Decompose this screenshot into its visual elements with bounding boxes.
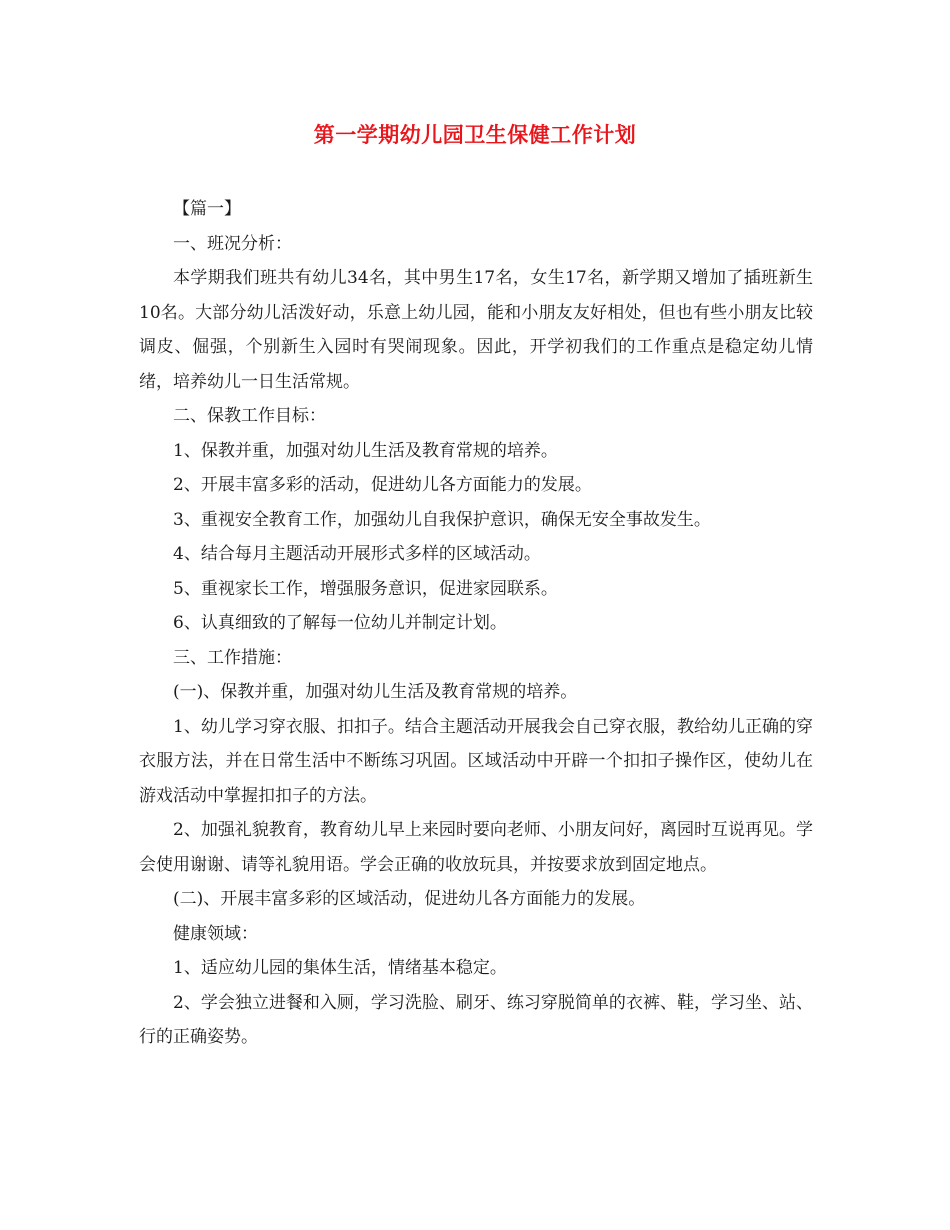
goal-item-6: 6、认真细致的了解每一位幼儿并制定计划。 — [173, 613, 507, 633]
measure-item-2: 2、加强礼貌教育，教育幼儿早上来园时要向老师、小朋友问好，离园时互说再见。学会使用谢谢、请等礼貌用语。学会正确的收放玩具，并按要求放到固定地点。 — [139, 820, 813, 875]
domain-heading-health: 健康领域： — [173, 923, 258, 944]
goal-item-5: 5、重视家长工作，增强服务意识，促进家园联系。 — [173, 578, 558, 599]
health-item-2: 2、学会独立进餐和入厕，学习洗脸、刷牙、练习穿脱简单的衣裤、鞋，学习坐、站、行的正确姿势。 — [139, 992, 813, 1047]
health-item-1: 1、适应幼儿园的集体生活，情绪基本稳定。 — [173, 958, 507, 978]
subsection-heading-1: (一)、保教并重，加强对幼儿生活及教育常规的培养。 — [173, 682, 578, 702]
paragraph-class-analysis: 本学期我们班共有幼儿34名，其中男生17名，女生17名，新学期又增加了插班新生10名。大部分幼儿活泼好动，乐意上幼儿园，能和小朋友友好相处，但也有些小朋友比较调皮、倔强，个别新生入园时有哭闹现象。因此，开学初我们的工作重点是稳定幼儿情绪，培养幼儿一日生活常规。 — [139, 268, 813, 392]
goal-item-2: 2、开展丰富多彩的活动，促进幼儿各方面能力的发展。 — [173, 475, 592, 495]
goal-item-3: 3、重视安全教育工作，加强幼儿自我保护意识，确保无安全事故发生。 — [173, 509, 711, 530]
document-body — [139, 192, 813, 1055]
section-heading-goals: 二、保教工作目标： — [173, 406, 326, 426]
goal-item-4: 4、结合每月主题活动开展形式多样的区域活动。 — [173, 544, 541, 564]
subsection-heading-2: (二)、开展丰富多彩的区域活动，促进幼儿各方面能力的发展。 — [173, 889, 646, 909]
measure-item-1: 1、幼儿学习穿衣服、扣扣子。结合主题活动开展我会自己穿衣服，教给幼儿正确的穿衣服方法，并在日常生活中不断练习巩固。区域活动中开辟一个扣扣子操作区，使幼儿在游戏活动中掌握扣扣子的方法。 — [139, 716, 813, 806]
section-heading-measures: 三、工作措施： — [173, 647, 292, 668]
goal-item-1: 1、保教并重，加强对幼儿生活及教育常规的培养。 — [173, 440, 558, 461]
section-heading-class-analysis: 一、班况分析： — [173, 233, 292, 254]
section-heading-part-one: 【篇一】 — [173, 199, 241, 219]
document-title: 第一学期幼儿园卫生保健工作计划 — [313, 122, 637, 147]
